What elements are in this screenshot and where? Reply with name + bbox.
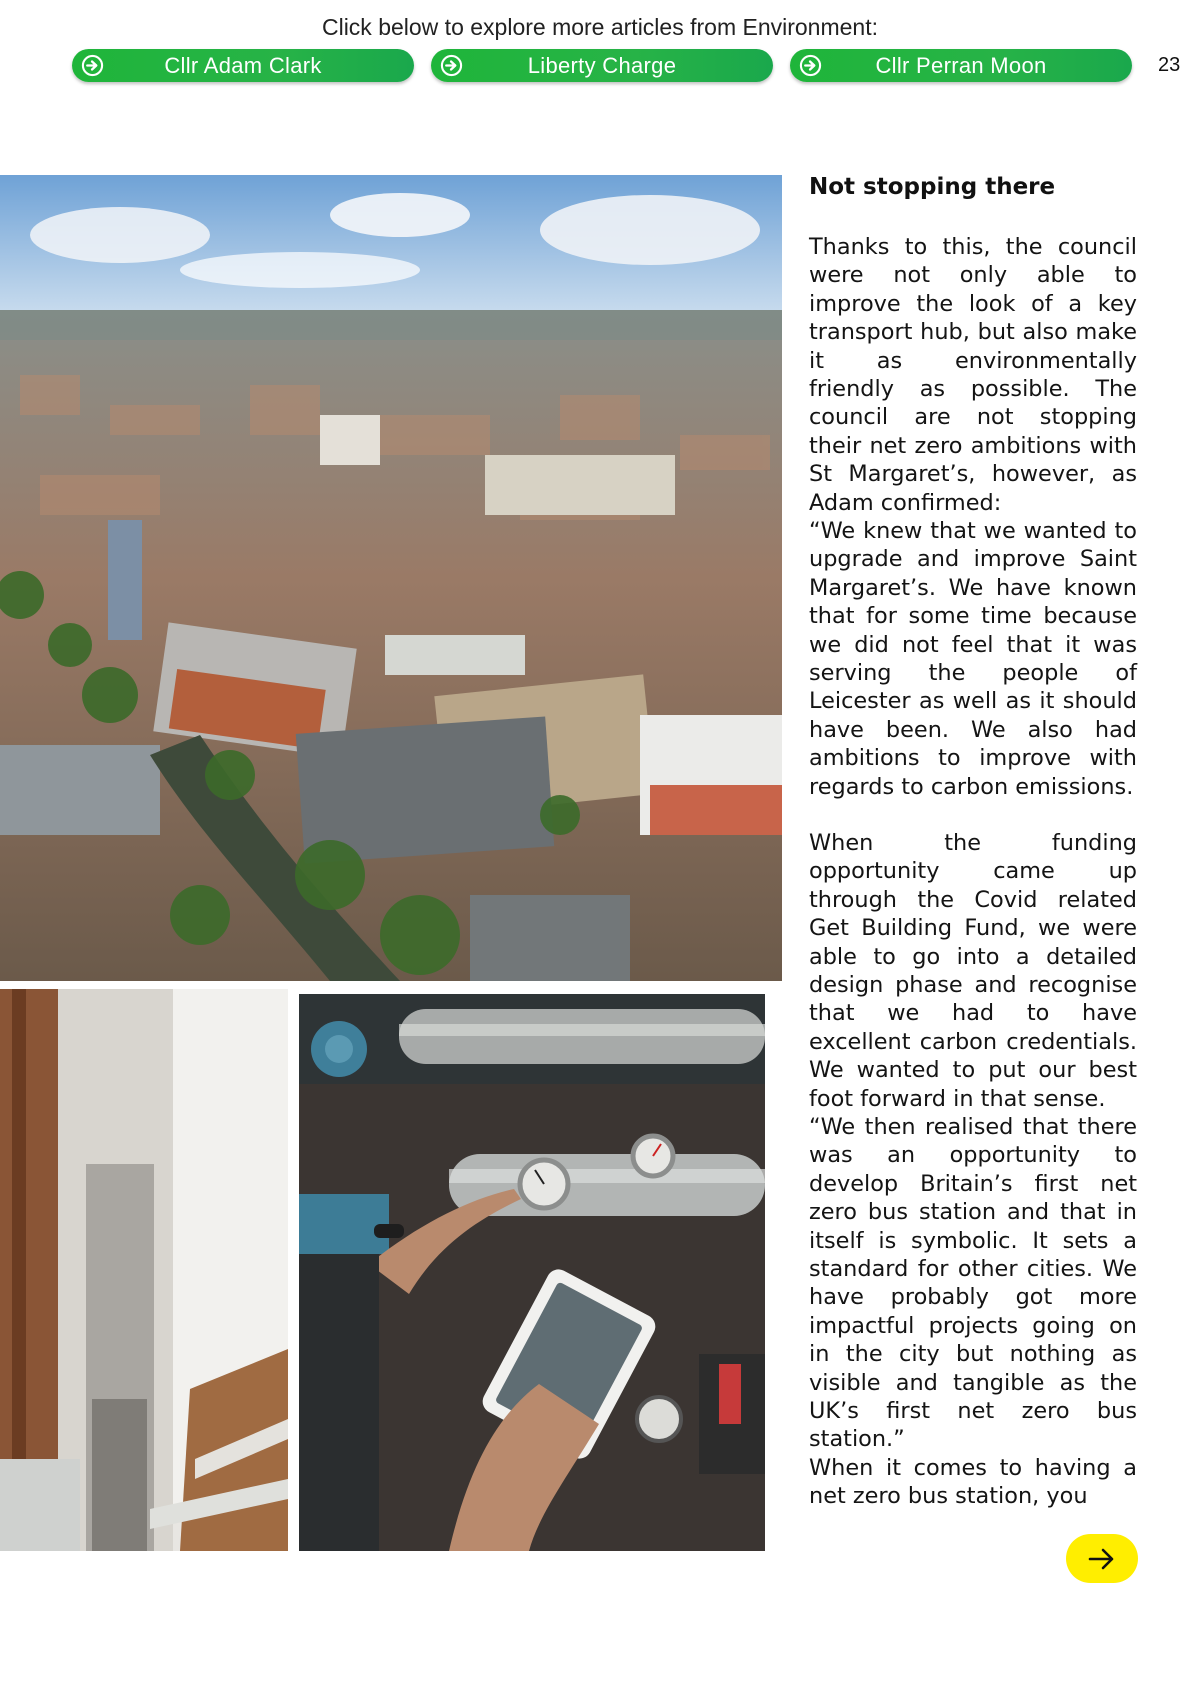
article-paragraph: When it comes to having a net zero bus station, you: [809, 1455, 1137, 1510]
link-label: Cllr Adam Clark: [164, 52, 322, 78]
link-cllr-adam-clark[interactable]: [72, 49, 414, 82]
link-label: Liberty Charge: [527, 52, 677, 78]
arrow-circle-icon: [799, 54, 822, 77]
interior-hallway-photo: [0, 989, 288, 1551]
next-page-button[interactable]: [1066, 1534, 1138, 1583]
page-number: 23: [1158, 54, 1181, 76]
arrow-circle-icon: [440, 54, 463, 77]
article-paragraph: Thanks to this, the council were not only able to improve the look of a key transport hub, but also make it as environmentally friendly as possible. The council are not stopping their net zero ambitions with St Margaret’s, however, as Adam confirmed:: [809, 234, 1137, 516]
arrow-circle-icon: [81, 54, 104, 77]
link-label: Cllr Perran Moon: [875, 52, 1047, 78]
explore-caption: Click below to explore more articles from Environment:: [321, 14, 879, 40]
link-cllr-perran-moon[interactable]: [790, 49, 1132, 82]
article-paragraph: “We then realised that there was an opportunity to develop Britain’s first net zero bus station and that in itself is symbolic. It sets a standard for other cities. We have probably got more impactful projects going on in the city but nothing as visible and tangible as the UK’s first net zero bus station.”: [809, 1114, 1137, 1453]
engineer-gauges-photo: [299, 994, 765, 1551]
link-liberty-charge[interactable]: [431, 49, 773, 82]
article-paragraph: When the funding opportunity came up through the Covid related Get Building Fund, we were able to go into a detailed design phase and recognise that we had to have excellent carbon credentials. We wanted to put our best foot forward in that sense.: [809, 830, 1137, 1112]
article-paragraph: “We knew that we wanted to upgrade and improve Saint Margaret’s. We have known that for some time because we did not feel that it was serving the people of Leicester as well as it should have been. We also had ambitions to improve with regards to carbon emissions.: [809, 518, 1137, 800]
article-heading: Not stopping there: [809, 174, 1056, 200]
arrow-right-icon: [1087, 1547, 1117, 1571]
aerial-city-photo: [0, 175, 782, 981]
